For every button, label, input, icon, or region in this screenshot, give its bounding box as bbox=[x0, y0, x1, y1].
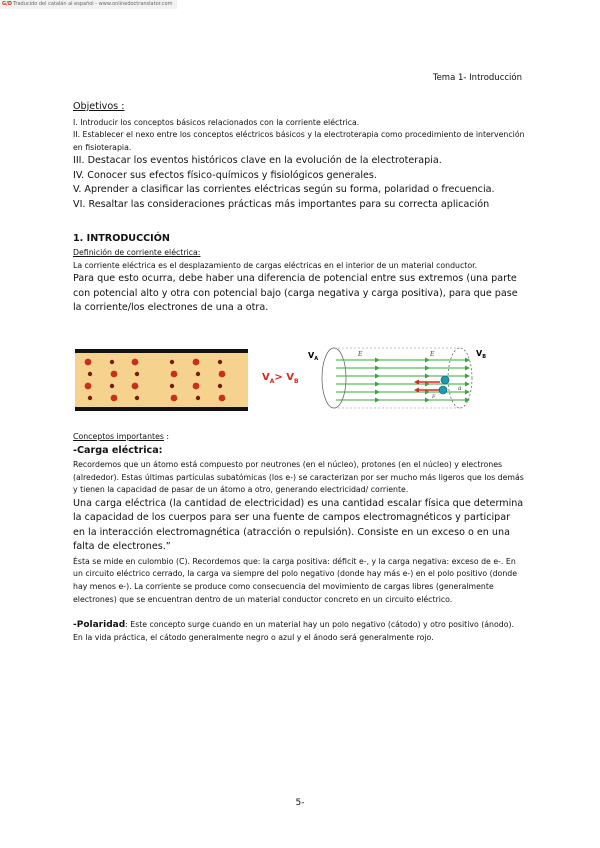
field-arrowhead bbox=[465, 366, 470, 371]
translator-watermark[interactable] bbox=[0, 0, 177, 9]
page-number: 5- bbox=[295, 798, 305, 808]
conductor-charges-figure bbox=[75, 349, 248, 411]
field-arrowhead bbox=[425, 398, 430, 403]
charge-particle bbox=[111, 395, 118, 402]
charge-paragraph-1: Recordemos que un átomo está compuesto por neutrones (en el núcleo), protones (en el núcleo) y electrones (alrededor). Estas últimas partículas subatómicas (los e-) se caracterizan por ser mucho más ligeros que los demás y tienen la capacidad de pasar de un átomo a otro, generando electricidad/ corriente. bbox=[73, 460, 524, 495]
charge-particle bbox=[135, 372, 139, 376]
field-label-mid: E bbox=[430, 351, 435, 358]
charge-particle bbox=[132, 359, 139, 366]
watermark-text: Traducido del catalán al español - www.onlinedoctranslator.com bbox=[13, 1, 173, 7]
definition-subheading: Definición de corriente eléctrica: bbox=[73, 248, 201, 257]
objectives-title: Objetivos : bbox=[73, 101, 125, 112]
electric-field-figure bbox=[290, 346, 520, 410]
objective-6: VI. Resaltar las consideraciones prácticas más importantes para su correcta aplicación bbox=[73, 198, 490, 210]
charge-particle bbox=[218, 384, 222, 388]
introduction-section bbox=[73, 233, 525, 316]
force-label: F bbox=[432, 394, 436, 400]
objective-2: II. Establecer el nexo entre los conceptos eléctricos básicos y la electroterapia como procedimiento de intervención en fisioterapia. bbox=[73, 130, 525, 152]
charge-particle bbox=[135, 396, 139, 400]
charge-particle bbox=[193, 359, 200, 366]
vb-label: $V_B$ bbox=[476, 349, 487, 360]
field-arrowhead bbox=[425, 366, 430, 371]
charge-particle bbox=[171, 371, 178, 378]
charge-particle bbox=[132, 383, 139, 390]
charge-particle bbox=[170, 360, 174, 364]
field-arrowhead bbox=[425, 374, 430, 379]
va-label: $V_A$ bbox=[308, 351, 319, 362]
electron-1 bbox=[441, 376, 449, 384]
field-arrowhead bbox=[465, 382, 470, 387]
field-arrowhead bbox=[425, 358, 430, 363]
potential-relation-label: $V_A> V_B$ bbox=[262, 372, 299, 385]
translator-logo-icon: G/D bbox=[2, 1, 13, 7]
polarity-paragraph: -Polaridad: Este concepto surge cuando en un material hay un polo negativo (cátodo) y otro positivo (ánodo). En la vida práctica, el cátodo generalmente negro o azul y el ánodo será generalmente rojo. bbox=[73, 620, 515, 642]
charge-particle bbox=[110, 360, 114, 364]
charge-heading: -Carga eléctrica: bbox=[73, 444, 163, 456]
charge-particle bbox=[111, 371, 118, 378]
concepts-title: Conceptos importantes : bbox=[73, 432, 170, 441]
acceleration-label: a bbox=[458, 385, 462, 392]
field-arrowhead bbox=[465, 390, 470, 395]
definition-paragraph: La corriente eléctrica es el desplazamiento de cargas eléctricas en el interior de un material conductor. bbox=[73, 260, 478, 270]
charge-particle bbox=[88, 396, 92, 400]
objective-1: I. Introducir los conceptos básicos relacionados con la corriente eléctrica. bbox=[73, 117, 360, 127]
charge-particle bbox=[170, 384, 174, 388]
objective-4: IV. Conocer sus efectos físico-químicos y fisiológicos generales. bbox=[73, 169, 377, 181]
section-heading: 1. INTRODUCCIÓN bbox=[73, 233, 170, 244]
field-arrowhead bbox=[465, 374, 470, 379]
charge-particle bbox=[171, 395, 178, 402]
charge-paragraph-2: Una carga eléctrica (la cantidad de electricidad) es una cantidad escalar física que determina la capacidad de los cuerpos para ser una fuente de campos electromagnéticos y participar en la interacción electromagnética (atracción o repulsión). Consiste en un exceso o en una falta de electrones.” bbox=[73, 497, 524, 553]
charge-particle bbox=[193, 383, 200, 390]
charge-particle bbox=[85, 359, 92, 366]
field-arrowhead bbox=[375, 390, 380, 395]
charge-particle bbox=[88, 372, 92, 376]
charge-particle bbox=[196, 372, 200, 376]
objective-5: V. Aprender a clasificar las corrientes eléctricas según su forma, polaridad o frecuencia. bbox=[73, 184, 495, 196]
field-arrowhead bbox=[375, 374, 380, 379]
field-arrowhead bbox=[375, 398, 380, 403]
objective-3: III. Destacar los eventos históricos clave en la evolución de la electroterapia. bbox=[73, 155, 442, 167]
charge-paragraph-3: Ésta se mide en culombio (C). Recordemos que: la carga positiva: déficit e-, y la carga negativa: exceso de e-. En un circuito eléctrico cerrado, la carga va siempre del polo negativo (donde hay más e-) en el polo positivo (donde hay menos e-). La corriente se produce como consecuencia del movimiento de cargas libres (generalmente electrones) que se encuentran dentro de un material conductor concreto en un circuito eléctrico. bbox=[73, 556, 518, 604]
field-arrowhead bbox=[375, 358, 380, 363]
concepts-section bbox=[73, 431, 525, 644]
objectives-section bbox=[73, 100, 525, 212]
charge-particle bbox=[219, 395, 226, 402]
page-header: Tema 1- Introducción bbox=[432, 73, 522, 83]
field-label-top: E bbox=[358, 351, 363, 358]
charge-particle bbox=[219, 371, 226, 378]
electron-2 bbox=[439, 386, 447, 394]
charge-particle bbox=[85, 383, 92, 390]
potential-paragraph: Para que esto ocurra, debe haber una diferencia de potencial entre sus extremos (una parte con potencial alto y otra con potencial bajo (carga negativa y carga positiva), para que pase la corriente/los electrones de una a otra. bbox=[73, 273, 518, 314]
charge-particle bbox=[218, 360, 222, 364]
field-arrowhead bbox=[375, 366, 380, 371]
charge-particle bbox=[196, 396, 200, 400]
field-arrowhead bbox=[375, 382, 380, 387]
charge-particle bbox=[110, 384, 114, 388]
